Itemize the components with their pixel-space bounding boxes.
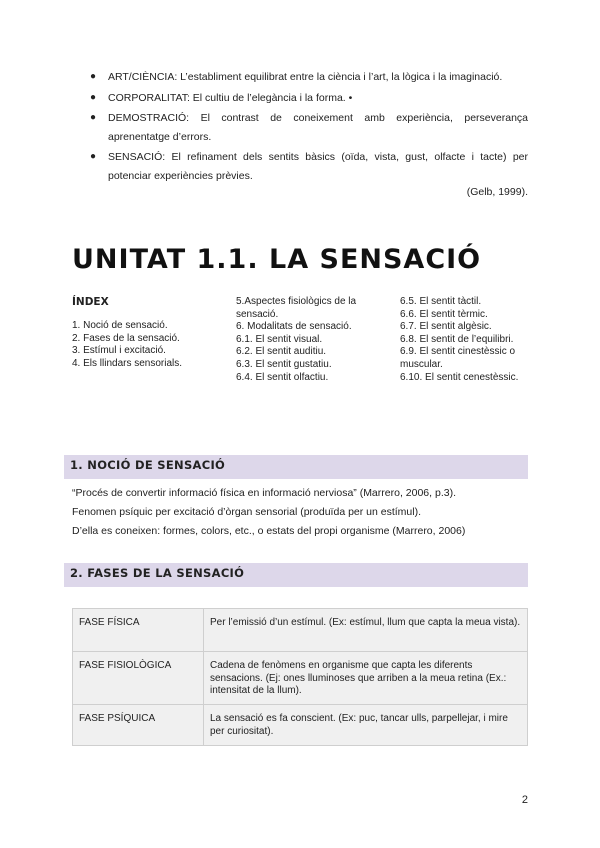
list-item: ● ART/CIÈNCIA: L’establiment equilibrat entre la ciència i l’art, la lògica i la imaginació.	[88, 68, 528, 87]
list-item: ● CORPORALITAT: El cultiu de l’elegància i la forma. •	[88, 89, 528, 108]
citation: (Gelb, 1999).	[466, 186, 528, 198]
section-heading-bar	[64, 563, 528, 587]
index-entry: 6.6. El sentit tèrmic.	[400, 308, 488, 320]
paragraph: Fenomen psíquic per excitació d’òrgan sensorial (produïda per un estímul).	[72, 506, 422, 518]
list-item: ● DEMOSTRACIÓ: El contrast de coneixement amb experiència, perseverança aprenentatge d’errors.	[88, 109, 528, 146]
unit-title: UNITAT 1.1. LA SENSACIÓ	[72, 244, 482, 275]
section-title: 2. FASES DE LA SENSACIÓ	[70, 566, 245, 580]
phase-description: Cadena de fenòmens en organisme que capta les diferents sensacions. (Ej: ones lluminoses que arriben a la meua retina (Ex.: intensitat de la llum).	[204, 652, 528, 705]
table-row	[73, 609, 528, 652]
index-entry: 6.8. El sentit de l’equilibri.	[400, 333, 514, 345]
table-row	[73, 652, 528, 705]
index-entry: 6.10. El sentit cenestèssic.	[400, 371, 519, 383]
phase-name: FASE FISIOLÒGICA	[73, 652, 204, 705]
phase-description: Per l’emissió d’un estímul. (Ex: estímul, llum que capta la meua vista).	[204, 609, 528, 652]
bullet-icon: ●	[90, 91, 97, 103]
paragraph: “Procés de convertir informació física en informació nerviosa” (Marrero, 2006, p.3).	[72, 487, 456, 499]
index-column-2	[236, 296, 374, 384]
section-heading-bar	[64, 455, 528, 479]
bullet-icon: ●	[90, 112, 97, 123]
index-entry: 6. Modalitats de sensació.	[236, 321, 352, 333]
index-entry: 6.5. El sentit tàctil.	[400, 296, 482, 307]
index-entry: 6.1. El sentit visual.	[236, 333, 323, 345]
paragraph: D’ella es coneixen: formes, colors, etc., o estats del propi organisme (Marrero, 2006)	[72, 525, 466, 537]
table-row	[73, 705, 528, 746]
page-number: 2	[521, 794, 528, 806]
bullet-icon: ●	[90, 71, 97, 82]
phases-table	[72, 608, 528, 746]
phase-name: FASE PSÍQUICA	[73, 705, 204, 746]
list-item: ● SENSACIÓ: El refinament dels sentits bàsics (oïda, vista, gust, olfacte i tacte) per potenciar experiències prèvies.	[88, 148, 528, 185]
index-column-3	[400, 296, 535, 384]
bullet-list	[88, 68, 528, 187]
index-entry: 3. Estímul i excitació.	[72, 345, 166, 357]
index-entry: 4. Els llindars sensorials.	[72, 357, 183, 369]
index-entry: 5.Aspectes fisiològics de la sensació.	[236, 296, 357, 320]
index-entry: 6.9. El sentit cinestèssic o muscular.	[400, 346, 516, 370]
index-entry: 1. Noció de sensació.	[72, 320, 168, 331]
index-entry: 6.2. El sentit auditiu.	[236, 346, 327, 358]
index-entry: 6.3. El sentit gustatiu.	[236, 358, 332, 370]
index-entry: 2. Fases de la sensació.	[72, 332, 180, 344]
section-title: 1. NOCIÓ DE SENSACIÓ	[70, 458, 226, 472]
index-entry: 6.7. El sentit algèsic.	[400, 321, 492, 333]
index-entry: 6.4. El sentit olfactiu.	[236, 371, 329, 383]
phase-description: La sensació es fa conscient. (Ex: puc, tancar ulls, parpellejar, i mire per curiositat).	[204, 705, 528, 746]
index-heading: ÍNDEX	[72, 296, 109, 308]
bullet-icon: ●	[90, 151, 97, 162]
phase-name: FASE FÍSICA	[73, 609, 204, 652]
index-column-1	[72, 320, 222, 370]
